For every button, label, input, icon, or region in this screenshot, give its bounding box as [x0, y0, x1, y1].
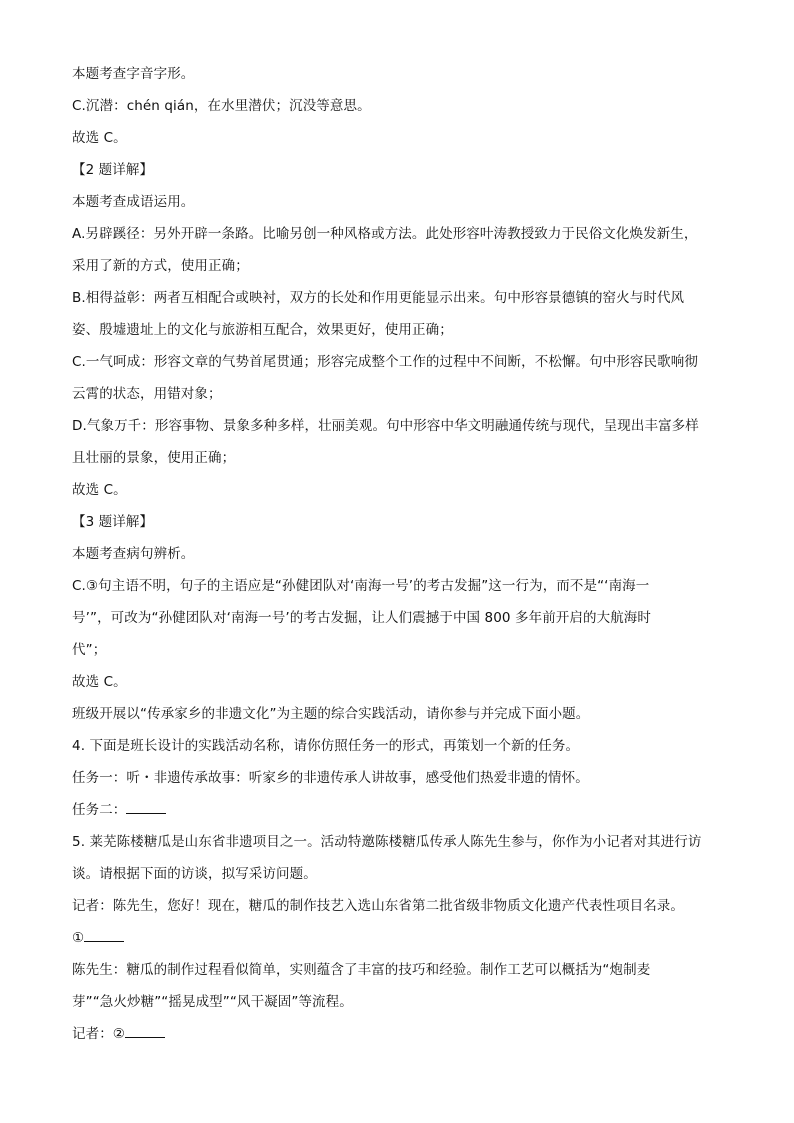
text-line-23: 任务一：听・非遗传承故事：听家乡的非遗传承人讲故事，感受他们热爱非遗的情怀。 — [72, 770, 589, 786]
section-heading-2: 【2 题详解】 — [72, 162, 154, 178]
text-line-13: 且壮丽的景象，使用正确； — [72, 450, 236, 466]
document-page — [72, 62, 722, 1054]
task-two-label: 任务二： — [72, 802, 127, 818]
interview-question-1-line — [72, 926, 722, 958]
text-line-27: 记者：陈先生，您好！现在，糖瓜的制作技艺入选山东省第二批省级非物质文化遗产代表性项目名录。 — [72, 898, 684, 914]
text-line-9: 姿、殷墟遗址上的文化与旅游相互配合，效果更好，使用正确； — [72, 322, 453, 338]
interview-question-2-line — [72, 1022, 722, 1054]
text-line-29: 陈先生：糖瓜的制作过程看似简单，实则蕴含了丰富的技巧和经验。制作工艺可以概括为“炮制麦 — [72, 962, 651, 978]
text-line-18: 号’”，可改为“孙健团队对‘南海一号’的考古发掘，让人们震撼于中国 800 多年前开启的大航海时 — [72, 610, 652, 626]
text-line-14: 故选 C。 — [72, 482, 127, 498]
text-line-10: C.一气呵成：形容文章的气势首尾贯通；形容完成整个工作的过程中不间断，不松懈。句中形容民歌响彻 — [72, 354, 698, 370]
section-heading-3: 【3 题详解】 — [72, 514, 154, 530]
text-line-20: 故选 C。 — [72, 674, 127, 690]
text-line-8: B.相得益彰：两者互相配合或映衬，双方的长处和作用更能显示出来。句中形容景德镇的窑火与时代风 — [72, 290, 685, 306]
text-line-5: 本题考查成语运用。 — [72, 194, 195, 210]
text-line-1: 本题考查字音字形。 — [72, 66, 195, 82]
text-line-7: 采用了新的方式，使用正确； — [72, 258, 249, 274]
interview-question-1-label: ① — [72, 930, 85, 946]
text-line-19: 代”； — [72, 642, 107, 658]
text-line-3: 故选 C。 — [72, 130, 127, 146]
answer-blank — [126, 799, 166, 814]
interview-question-2-label: 记者：② — [72, 1026, 126, 1042]
text-line-16: 本题考查病句辨析。 — [72, 546, 195, 562]
task-two-line — [72, 798, 722, 830]
text-line-2: C.沉潜：chén qián，在水里潜伏；沉没等意思。 — [72, 98, 371, 114]
text-line-26: 谈。请根据下面的访谈，拟写采访问题。 — [72, 866, 317, 882]
text-line-17: C.③句主语不明，句子的主语应是“孙健团队对‘南海一号’的考古发掘”这一行为，而不是“‘南海一 — [72, 578, 650, 594]
text-line-21: 班级开展以“传承家乡的非遗文化”为主题的综合实践活动，请你参与并完成下面小题。 — [72, 706, 590, 722]
text-line-30: 芽”“急火炒糖”“摇晃成型”“风干凝固”等流程。 — [72, 994, 353, 1010]
text-line-6: A.另辟蹊径：另外开辟一条路。比喻另创一种风格或方法。此处形容叶涛教授致力于民俗文化焕发新生， — [72, 226, 698, 242]
question-5: 5. 莱芜陈楼糖瓜是山东省非遗项目之一。活动特邀陈楼糖瓜传承人陈先生参与，你作为小记者对其进行访 — [72, 834, 702, 850]
answer-blank — [125, 1023, 165, 1038]
text-line-11: 云霄的状态，用错对象； — [72, 386, 222, 402]
answer-blank — [84, 927, 124, 942]
question-4: 4. 下面是班长设计的实践活动名称，请你仿照任务一的形式，再策划一个新的任务。 — [72, 738, 580, 754]
text-line-12: D.气象万千：形容事物、景象多种多样，壮丽美观。句中形容中华文明融通传统与现代，呈现出丰富多样 — [72, 418, 699, 434]
